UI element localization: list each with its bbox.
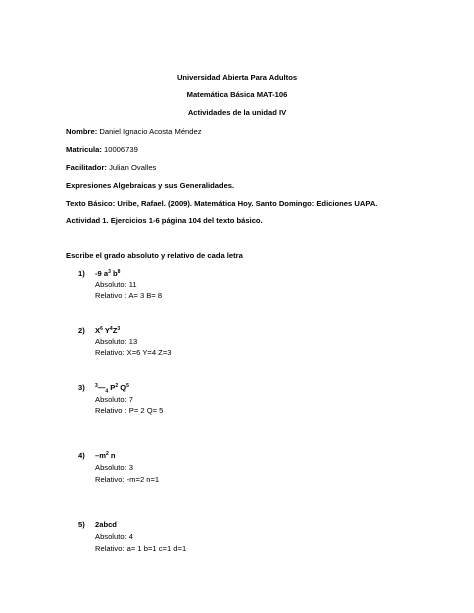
relative-degree: Relativo: -m=2 n=1 bbox=[95, 475, 160, 484]
exercise-expression: $X^6$ $Y^4Z^3$ bbox=[95, 326, 121, 335]
absolute-degree: Absoluto: 4 bbox=[95, 532, 133, 541]
textbook-reference: Texto Básico: Uribe, Rafael. (2009). Matemática Hoy. Santo Domingo: Ediciones UAPA. bbox=[66, 199, 378, 208]
id-label: Matricula: bbox=[66, 145, 102, 154]
course-title: Matemática Básica MAT-106 bbox=[186, 90, 288, 99]
exercise-expression: -9 $a^3$ $b^8$ bbox=[95, 269, 121, 278]
instruction-text: Escribe el grado absoluto y relativo de cada letra bbox=[66, 251, 243, 260]
facilitator-label: Facilitador: bbox=[66, 163, 107, 172]
facilitator-value: Julian Ovalles bbox=[109, 163, 157, 172]
exercise-number: 2) bbox=[78, 326, 85, 335]
university-title: Universidad Abierta Para Adultos bbox=[176, 73, 298, 82]
exercise-number: 3) bbox=[78, 383, 85, 392]
absolute-degree: Absoluto: 11 bbox=[95, 280, 137, 289]
activities-title: Actividades de la unidad IV bbox=[187, 108, 287, 117]
name-label: Nombre: bbox=[66, 127, 98, 136]
exercise-expression: $-m^2$ n bbox=[95, 451, 116, 460]
id-row bbox=[66, 145, 138, 154]
exercise-number: 5) bbox=[78, 520, 85, 529]
exercise-expression: 2abcd bbox=[95, 520, 117, 529]
topic-heading: Expresiones Algebraicas y sus Generalidades. bbox=[66, 181, 235, 190]
relative-degree: Relativo : A= 3 B= 8 bbox=[95, 291, 163, 300]
exercise-number: 1) bbox=[78, 269, 85, 278]
absolute-degree: Absoluto: 13 bbox=[95, 337, 138, 346]
exercise-expression: $^3—_4$ $P^2$ $Q^5$ bbox=[95, 383, 129, 395]
exercise-number: 4) bbox=[78, 451, 85, 460]
id-value: 10006739 bbox=[104, 145, 138, 154]
facilitator-row bbox=[66, 163, 156, 172]
relative-degree: Relativo: X=6 Y=4 Z=3 bbox=[95, 348, 172, 357]
relative-degree: Relativo : P= 2 Q= 5 bbox=[95, 406, 164, 415]
relative-degree: Relativo: a= 1 b=1 c=1 d=1 bbox=[95, 544, 187, 553]
activity-heading: Actividad 1. Ejercicios 1-6 página 104 del texto básico. bbox=[66, 216, 263, 225]
name-row bbox=[66, 127, 202, 136]
absolute-degree: Absoluto: 7 bbox=[95, 395, 133, 404]
absolute-degree: Absoluto: 3 bbox=[95, 463, 133, 472]
name-value: Daniel Ignacio Acosta Méndez bbox=[99, 127, 202, 136]
